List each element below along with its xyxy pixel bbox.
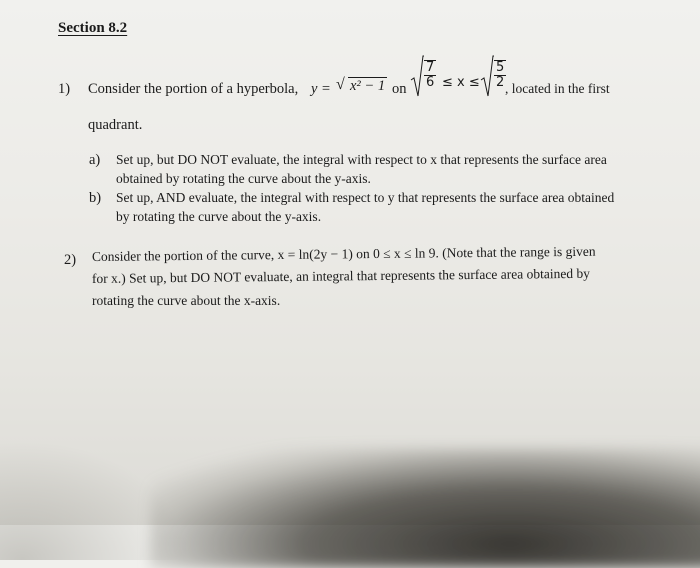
phone-shadow bbox=[150, 448, 700, 568]
q2-number: 2) bbox=[64, 252, 77, 268]
q1-eq-root bbox=[336, 78, 387, 95]
q1-inequality: ≤ x ≤ bbox=[442, 75, 480, 90]
q1-intro: Consider the portion of a hyperbola, bbox=[88, 81, 299, 97]
q1-part-b-label: b) bbox=[89, 190, 102, 206]
q1-bound-high-den: 2 bbox=[496, 75, 505, 90]
q1-on: on bbox=[392, 81, 407, 97]
q2-line2: for x.) Set up, but DO NOT evaluate, an integral that represents the surface area obtained by bbox=[91, 265, 590, 286]
q1-bound-high bbox=[480, 60, 506, 90]
q1-line2: quadrant. bbox=[88, 117, 143, 133]
section-title: Section 8.2 bbox=[58, 20, 128, 36]
q1-tail: , located in the first bbox=[505, 81, 610, 96]
q1-bound-low bbox=[410, 60, 436, 90]
q1-part-a-line2: obtained by rotating the curve about the y-axis. bbox=[116, 171, 371, 186]
q2-line3: rotating the curve about the x-axis. bbox=[92, 293, 281, 308]
q1-part-a-line1: Set up, but DO NOT evaluate, the integral with respect to x that represents the surface area bbox=[116, 152, 607, 167]
q1-part-b-line2: by rotating the curve about the y-axis. bbox=[116, 209, 322, 224]
q1-bound-low-num: 7 bbox=[426, 60, 435, 75]
sqrt-symbol: √ x² − 1 bbox=[336, 76, 386, 94]
q2-line1: Consider the portion of the curve, x = ln(2y − 1) on 0 ≤ x ≤ ln 9. (Note that the range is given bbox=[91, 243, 596, 264]
q1-number: 1) bbox=[58, 81, 71, 97]
q1-bound-high-num: 5 bbox=[496, 60, 505, 75]
q1-eq-lhs: y = bbox=[311, 81, 331, 97]
q1-bound-low-den: 6 bbox=[426, 75, 435, 90]
q1-part-b-line1: Set up, AND evaluate, the integral with respect to y that represents the surface area obtained bbox=[116, 190, 615, 205]
q1-part-a-label: a) bbox=[89, 152, 101, 168]
q1-radicand: x² − 1 bbox=[350, 78, 386, 94]
